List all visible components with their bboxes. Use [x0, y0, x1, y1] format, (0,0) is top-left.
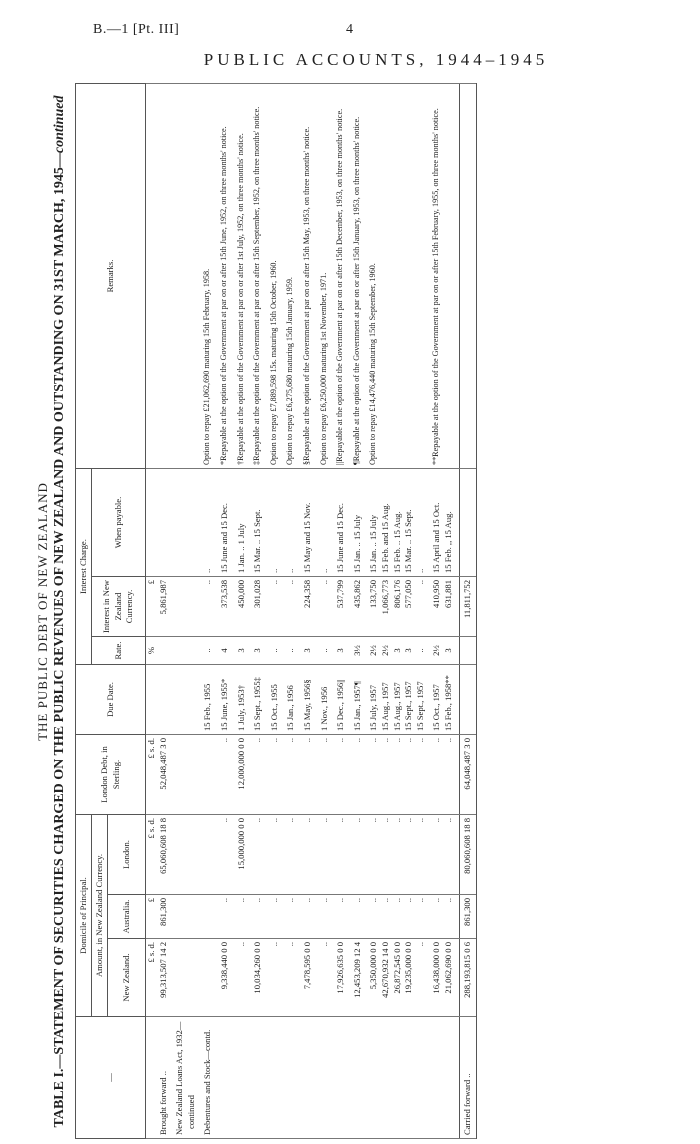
interest-rate [158, 637, 170, 665]
london-amount: 65,060,608 18 8 [158, 815, 170, 895]
table-row [158, 84, 170, 1139]
remarks [174, 84, 197, 469]
table-row [236, 84, 248, 1139]
interest-rate: 3 [335, 637, 347, 665]
due-date: 15 Jan., 1956 [285, 665, 297, 735]
australia-amount: .. [219, 895, 231, 939]
australia-amount: .. [269, 895, 281, 939]
london-debt-sterling: .. [269, 735, 281, 815]
new-zealand-amount: .. [285, 939, 297, 1017]
remarks: *Repayable at the option of the Government at par on or after 15th June, 1952, on three months' notice. [219, 84, 231, 469]
securities-table [75, 83, 477, 1139]
row-description: New Zealand Loans Act, 1932—continued [174, 1017, 197, 1139]
table-caption-heading: THE PUBLIC DEBT OF NEW ZEALAND [35, 482, 50, 741]
table-row [219, 84, 231, 1139]
due-date: 1 July, 1953† [236, 665, 248, 735]
interest-amount: 373,538 [219, 577, 231, 637]
due-date: 15 Feb., 1955 [202, 665, 214, 735]
london-debt-sterling [174, 735, 197, 815]
unit-au: £ [146, 895, 158, 939]
table-row [431, 84, 454, 1139]
new-zealand-amount: 10,034,260 0 0 [252, 939, 264, 1017]
interest-rate: .. [319, 637, 331, 665]
table-row [285, 84, 297, 1139]
australia-amount: 861,300 [158, 895, 170, 939]
london-amount: .. [285, 815, 297, 895]
new-zealand-amount: 9,338,440 0 0 [219, 939, 231, 1017]
australia-amount: .. .. [431, 895, 454, 939]
col-header-rate: Rate. [92, 637, 146, 665]
interest-rate: .. [285, 637, 297, 665]
new-zealand-amount: 17,926,635 0 0 [335, 939, 347, 1017]
interest-rate: 3 [302, 637, 314, 665]
interest-amount: 133,750 1,066,773 806,176 577,050 .. [368, 577, 426, 637]
total-description: Carried forward .. [459, 1017, 476, 1139]
due-date: 15 Oct., 1957 15 Feb., 1958** [431, 665, 454, 735]
table-row [319, 84, 331, 1139]
total-when-payable [459, 469, 476, 577]
london-debt-sterling [202, 735, 214, 815]
new-zealand-amount: 5,350,000 0 0 42,670,932 14 0 26,872,545 0 0 19,235,000 0 0 .. [368, 939, 426, 1017]
interest-amount: 435,862 [352, 577, 364, 637]
when-payable: .. [319, 469, 331, 577]
total-london: 80,060,608 18 8 [459, 815, 476, 895]
due-date: 15 June, 1955* [219, 665, 231, 735]
table-row [352, 84, 364, 1139]
table-row [269, 84, 281, 1139]
table-row [335, 84, 347, 1139]
london-debt-sterling: 12,000,000 0 0 [236, 735, 248, 815]
remarks: ||Repayable at the option of the Government at par on or after 15th December, 1953, on three months' notice. [335, 84, 347, 469]
total-new-zealand: 288,193,815 0 6 [459, 939, 476, 1017]
table-row [202, 84, 214, 1139]
col-header-description: — [76, 1017, 146, 1139]
interest-amount: .. [202, 577, 214, 637]
total-london-debt: 64,048,487 3 0 [459, 735, 476, 815]
interest-rate: 3½ [352, 637, 364, 665]
table-row [252, 84, 264, 1139]
when-payable: 15 June and 15 Dec. [335, 469, 347, 577]
col-header-london-debt: London Debt, in Sterling. [76, 735, 146, 815]
london-debt-sterling: 52,048,487 3 0 [158, 735, 170, 815]
row-description [269, 1017, 281, 1139]
remarks: Option to repay £7,889,598 15s. maturing 15th October, 1960. [269, 84, 281, 469]
australia-amount [174, 895, 197, 939]
row-description [335, 1017, 347, 1139]
col-header-interest-charge: Interest Charge. [76, 469, 92, 665]
when-payable: 15 Jan. .. 15 July 15 Feb. and 15 Aug. 15 Feb. .. 15 Aug. 15 Mar. .. 15 Sept. .. [368, 469, 426, 577]
remarks: §Repayable at the option of the Government at par on or after 15th May, 1953, on three months' notice. [302, 84, 314, 469]
unit-int: £ [146, 577, 158, 637]
london-amount: .. .. [431, 815, 454, 895]
unit-ld: £ s. d. [146, 735, 158, 815]
australia-amount: .. .. .. .. .. [368, 895, 426, 939]
interest-rate: 2½ 2½ 3 3 .. [368, 637, 426, 665]
col-header-australia: Australia. [108, 895, 146, 939]
due-date: 15 Jan., 1957¶ [352, 665, 364, 735]
total-remarks [459, 84, 476, 469]
interest-rate [174, 637, 197, 665]
remarks: ¶Repayable at the option of the Government at par on or after 15th January, 1953, on three months' notice. [352, 84, 364, 469]
australia-amount: .. [252, 895, 264, 939]
due-date: 15 Sept., 1955‡ [252, 665, 264, 735]
interest-amount: 224,358 [302, 577, 314, 637]
interest-rate: 3 [236, 637, 248, 665]
carried-forward-row [459, 84, 476, 1139]
row-description [352, 1017, 364, 1139]
document-reference: B.—1 [Pt. III] [93, 22, 180, 37]
due-date [158, 665, 170, 735]
new-zealand-amount [202, 939, 214, 1017]
london-amount: .. [352, 815, 364, 895]
remarks: †Repayable at the option of the Government at par on or after 1st July, 1952, on three months' notice. [236, 84, 248, 469]
new-zealand-amount: .. [236, 939, 248, 1017]
london-debt-sterling: .. [352, 735, 364, 815]
row-description: Debentures and Stock—contd. [202, 1017, 214, 1139]
remarks: Option to repay £14,476,440 maturing 15th September, 1960. [368, 84, 426, 469]
london-debt-sterling: .. [252, 735, 264, 815]
london-amount: .. [269, 815, 281, 895]
total-australia: 861,300 [459, 895, 476, 939]
when-payable: 1 Jan. .. 1 July [236, 469, 248, 577]
australia-amount [202, 895, 214, 939]
london-debt-sterling: .. .. .. .. .. [368, 735, 426, 815]
australia-amount: .. [352, 895, 364, 939]
interest-rate: .. [202, 637, 214, 665]
due-date: 15 Oct., 1955 [269, 665, 281, 735]
col-header-london: London. [108, 815, 146, 895]
interest-amount: 537,799 [335, 577, 347, 637]
row-description [285, 1017, 297, 1139]
rotated-table-block [35, 84, 665, 1139]
new-zealand-amount: 16,438,000 0 0 21,062,690 0 0 [431, 939, 454, 1017]
remarks: Option to repay £6,250,000 maturing 1st November, 1971. [319, 84, 331, 469]
interest-rate: 2½ 3 [431, 637, 454, 665]
london-debt-sterling: .. [219, 735, 231, 815]
australia-amount: .. [285, 895, 297, 939]
unit-lon: £ s. d. [146, 815, 158, 895]
when-payable: .. [269, 469, 281, 577]
col-header-domicile: Domicile of Principal. [76, 815, 92, 1017]
due-date [174, 665, 197, 735]
total-due-date [459, 665, 476, 735]
row-description: Brought forward .. [158, 1017, 170, 1139]
interest-amount: 410,950 631,881 [431, 577, 454, 637]
remarks: ‡Repayable at the option of the Government at par on or after 15th September, 1952, on three months' notice. [252, 84, 264, 469]
london-amount: .. [302, 815, 314, 895]
unit-nz: £ s. d. [146, 939, 158, 1017]
when-payable: 15 June and 15 Dec. [219, 469, 231, 577]
when-payable: 15 Mar. .. 15 Sept. [252, 469, 264, 577]
new-zealand-amount: 7,478,595 0 0 [302, 939, 314, 1017]
remarks: Option to repay £21,062,690 maturing 15th February, 1958. [202, 84, 214, 469]
london-debt-sterling: .. .. [431, 735, 454, 815]
london-amount: .. [219, 815, 231, 895]
page-number: 4 [346, 22, 353, 37]
london-amount: .. [252, 815, 264, 895]
due-date: 15 July, 1957 15 Aug., 1957 15 Aug., 1957 15 Sept., 1957 15 Sept., 1957 [368, 665, 426, 735]
table-row [368, 84, 426, 1139]
row-description [319, 1017, 331, 1139]
australia-amount: .. [236, 895, 248, 939]
new-zealand-amount: 12,453,209 12 4 [352, 939, 364, 1017]
interest-rate: 4 [219, 637, 231, 665]
row-description [302, 1017, 314, 1139]
table-caption-title [52, 84, 68, 1139]
col-header-when-payable: When payable. [92, 469, 146, 577]
col-header-due-date: Due Date. [76, 665, 146, 735]
due-date: 15 Dec., 1956|| [335, 665, 347, 735]
when-payable: .. [285, 469, 297, 577]
row-description [236, 1017, 248, 1139]
table-row [174, 84, 197, 1139]
total-interest: 11,811,752 [459, 577, 476, 637]
london-debt-sterling: .. [335, 735, 347, 815]
due-date: 15 May, 1956§ [302, 665, 314, 735]
when-payable [174, 469, 197, 577]
australia-amount: .. [319, 895, 331, 939]
when-payable: 15 May and 15 Nov. [302, 469, 314, 577]
london-amount [202, 815, 214, 895]
interest-amount: 450,000 [236, 577, 248, 637]
interest-amount: .. [285, 577, 297, 637]
interest-amount: 301,028 [252, 577, 264, 637]
unit-rate: % [146, 637, 158, 665]
london-amount: .. .. .. .. .. [368, 815, 426, 895]
row-description [368, 1017, 426, 1139]
interest-amount: 5,861,987 [158, 577, 170, 637]
when-payable [158, 469, 170, 577]
when-payable: 15 Jan. .. 15 July [352, 469, 364, 577]
due-date: 1 Nov., 1956 [319, 665, 331, 735]
australia-amount: .. [302, 895, 314, 939]
interest-rate: .. [269, 637, 281, 665]
remarks: Option to repay £6,275,680 maturing 15th January, 1959. [285, 84, 297, 469]
row-description [252, 1017, 264, 1139]
when-payable: 15 April and 15 Oct. 15 Feb. ,, 15 Aug. [431, 469, 454, 577]
london-debt-sterling: .. [302, 735, 314, 815]
row-description [431, 1017, 454, 1139]
col-header-new-zealand: New Zealand. [108, 939, 146, 1017]
london-debt-sterling: .. [285, 735, 297, 815]
table-caption-text: TABLE I.—STATEMENT OF SECURITIES CHARGED ON THE PUBLIC REVENUES OF NEW ZEALAND AND OUTSTANDING ON 31ST MARCH, 1945— [52, 153, 67, 1128]
london-amount: 15,000,000 0 0 [236, 815, 248, 895]
interest-amount: .. [319, 577, 331, 637]
total-rate [459, 637, 476, 665]
new-zealand-amount: .. [319, 939, 331, 1017]
when-payable: .. [202, 469, 214, 577]
interest-amount [174, 577, 197, 637]
australia-amount: .. [335, 895, 347, 939]
new-zealand-amount: 99,313,507 14 2 [158, 939, 170, 1017]
new-zealand-amount [174, 939, 197, 1017]
col-header-interest-nz: Interest in New Zealand Currency. [92, 577, 146, 637]
table-caption-continued: continued [52, 95, 67, 154]
london-amount: .. [319, 815, 331, 895]
units-row [146, 84, 158, 1139]
row-description [219, 1017, 231, 1139]
page-title: PUBLIC ACCOUNTS, 1944–1945 [203, 50, 549, 69]
interest-amount: .. [269, 577, 281, 637]
remarks: **Repayable at the option of the Government at par on or after 15th February, 1955, on three months' notice. [431, 84, 454, 469]
col-header-remarks: Remarks. [76, 84, 146, 469]
london-amount: .. [335, 815, 347, 895]
remarks [158, 84, 170, 469]
london-amount [174, 815, 197, 895]
new-zealand-amount: .. [269, 939, 281, 1017]
table-row [302, 84, 314, 1139]
interest-rate: 3 [252, 637, 264, 665]
london-debt-sterling: .. [319, 735, 331, 815]
col-header-amount-nz: Amount, in New Zealand Currency. [92, 815, 108, 1017]
